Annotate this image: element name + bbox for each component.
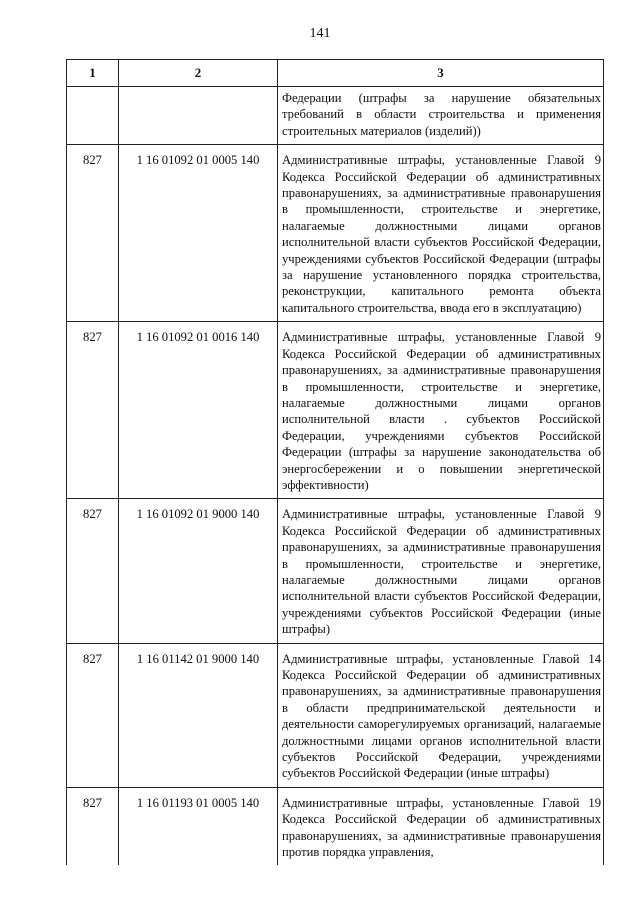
page-number: 141: [309, 26, 331, 41]
row-number-cell: 827: [67, 322, 119, 499]
row-number-cell: [67, 87, 119, 145]
row-code-cell: 1 16 01092 01 9000 140: [119, 499, 278, 643]
table-row: [67, 322, 604, 499]
row-code-cell: 1 16 01092 01 0005 140: [119, 145, 278, 322]
row-description-cell: Административные штрафы, установленные Главой 9 Кодекса Российской Федерации об административных правонарушениях, за административные правонарушения в промышленности, строительстве и энергетике, налагаемые должностными лицами органов исполнительной власти субъектов Российской Федерации, учреждениями субъектов Российской Федерации (штрафы за нарушение установленного порядка строительства, реконструкции, капитального ремонта объекта капитального строительства, ввода его в эксплуатацию): [278, 145, 604, 322]
row-code-cell: 1 16 01142 01 9000 140: [119, 643, 278, 787]
row-number-cell: 827: [67, 787, 119, 865]
row-code-cell: 1 16 01193 01 0005 140: [119, 787, 278, 865]
row-number-cell: 827: [67, 643, 119, 787]
row-description-cell: Административные штрафы, установленные Главой 9 Кодекса Российской Федерации об административных правонарушениях, за административные правонарушения в промышленности, строительстве и энергетике, налагаемые должностными лицами органов исполнительной власти . субъектов Российской Федерации, учреждениями субъектов Российской Федерации (штрафы за нарушение законодательства об энергосбережении и о повышении энергетической эффективности): [278, 322, 604, 499]
table-header-row: [67, 60, 604, 87]
row-code-cell: [119, 87, 278, 145]
budget-codes-table: [66, 59, 604, 865]
column-header-2: 2: [119, 60, 278, 87]
row-number-cell: 827: [67, 499, 119, 643]
column-header-1: 1: [67, 60, 119, 87]
row-code-cell: 1 16 01092 01 0016 140: [119, 322, 278, 499]
table-row: [67, 145, 604, 322]
row-description-cell: Федерации (штрафы за нарушение обязательных требований в области строительства и применения строительных материалов (изделий)): [278, 87, 604, 145]
table-row: [67, 787, 604, 865]
column-header-3: 3: [278, 60, 604, 87]
row-description-cell: Административные штрафы, установленные Главой 19 Кодекса Российской Федерации об административных правонарушениях, за административные правонарушения против порядка управления,: [278, 787, 604, 865]
table-row: [67, 87, 604, 145]
table-row: [67, 499, 604, 643]
row-description-cell: Административные штрафы, установленные Главой 9 Кодекса Российской Федерации об административных правонарушениях, за административные правонарушения в промышленности, строительстве и энергетике, налагаемые должностными лицами органов исполнительной власти субъектов Российской Федерации, учреждениями субъектов Российской Федерации (иные штрафы): [278, 499, 604, 643]
row-number-cell: 827: [67, 145, 119, 322]
table-row: [67, 643, 604, 787]
row-description-cell: Административные штрафы, установленные Главой 14 Кодекса Российской Федерации об административных правонарушениях, за административные правонарушения в области предпринимательской деятельности и деятельности саморегулируемых организаций, налагаемые должностными лицами органов исполнительной власти субъектов Российской Федерации, учреждениями субъектов Российской Федерации (иные штрафы): [278, 643, 604, 787]
